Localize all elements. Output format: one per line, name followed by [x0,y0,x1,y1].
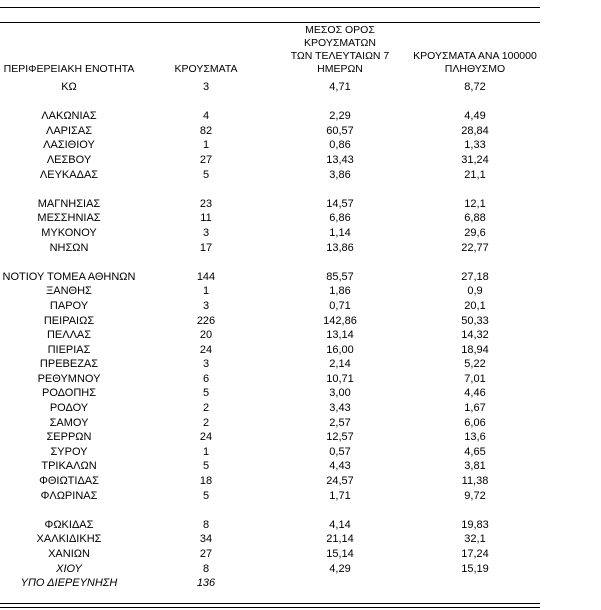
average-cell: 4,14 [329,518,351,531]
average-cell: 0,71 [329,299,351,312]
top-rule-1 [0,7,540,8]
average-cell: 15,14 [326,548,354,560]
average-cell: 142,86 [323,314,357,327]
region-cell: ΛΕΥΚΑΔΑΣ [39,168,99,181]
table-row [0,211,540,226]
average-cell: 0,86 [329,139,351,152]
per-100k-cell: 32,1 [464,533,486,546]
table-row [0,124,540,139]
average-cell: 1,71 [329,489,351,502]
per-100k-cell: 3,81 [464,460,486,473]
region-cell: ΜΥΚΟΝΟΥ [41,226,97,239]
cases-cell: 27 [199,153,213,166]
region-cell: ΛΑΚΩΝΙΑΣ [41,110,97,123]
cases-cell: 1 [202,139,210,152]
region-cell: ΜΑΓΝΗΣΙΑΣ [37,197,101,210]
cases-cell: 18 [199,475,213,488]
per-100k-cell: 1,33 [464,139,486,152]
table-row [0,241,540,256]
region-cell: ΠΙΕΡΙΑΣ [47,343,91,356]
table-row [0,226,540,241]
per-100k-cell: 31,24 [461,153,489,166]
region-cell: ΡΟΔΟΥ [49,402,89,415]
cases-cell: 2 [202,402,210,415]
region-cell: ΛΑΡΙΣΑΣ [45,124,92,137]
per-100k-cell: 4,49 [464,110,486,123]
per-100k-cell: 28,84 [461,124,489,137]
average-cell: 4,29 [329,562,351,575]
cases-cell: 8 [202,562,210,575]
region-cell: ΧΑΝΙΩΝ [48,548,90,560]
average-cell: 2,57 [329,416,351,429]
table-row [0,401,540,416]
table-row [0,343,540,358]
cases-cell: 136 [196,577,216,590]
cases-cell: 23 [199,197,213,210]
cases-cell: 2 [202,416,210,429]
table-row [0,168,540,183]
group-spacer [0,255,540,270]
table-row [0,489,540,504]
cases-cell: 5 [202,489,210,502]
header-cases-per-100k: ΚΡΟΥΣΜΑΤΑ ΑΝΑ 100000 ΠΛΗΘΥΣΜΟ [413,50,537,75]
table-row [0,270,540,285]
region-cell: ΛΕΣΒΟΥ [46,153,92,166]
per-100k-cell: 6,06 [464,416,486,429]
table-row [0,197,540,212]
table-row [0,562,540,577]
group-spacer [0,503,540,518]
region-cell: ΡΕΘΥΜΝΟΥ [37,372,101,385]
average-cell: 4,71 [329,81,351,93]
cases-cell: 3 [202,299,210,312]
cases-cell: 5 [202,168,210,181]
region-cell: ΥΠΟ ΔΙΕΡΕΥΝΗΣΗ [20,577,118,590]
region-cell: ΤΡΙΚΑΛΩΝ [41,460,97,473]
region-cell: ΞΑΝΘΗΣ [46,285,92,298]
per-100k-cell: 19,83 [461,518,489,531]
table-row [0,328,540,343]
per-100k-cell: 14,32 [461,329,489,342]
per-100k-cell: 18,94 [461,343,489,356]
cases-cell: 24 [199,431,213,444]
per-100k-cell: 15,19 [461,562,489,575]
region-cell: ΦΘΙΩΤΙΔΑΣ [39,475,99,488]
cases-cell: 1 [202,445,210,458]
region-cell: ΠΕΙΡΑΙΩΣ [43,314,95,327]
region-cell: ΧΙΟΥ [56,562,82,575]
per-100k-cell: 8,72 [464,81,486,93]
per-100k-cell: 21,1 [464,168,486,181]
cases-cell: 3 [202,226,210,239]
average-cell: 14,57 [326,197,354,210]
cases-cell: 3 [202,81,210,93]
table-row [0,416,540,431]
region-cell: ΦΩΚΙΔΑΣ [44,518,94,531]
per-100k-cell: 4,65 [464,445,486,458]
cases-cell: 11 [200,212,212,225]
table-row [0,547,540,562]
top-rule-2 [0,22,540,23]
region-cell: ΠΑΡΟΥ [49,299,89,312]
table-row [0,430,540,445]
cases-cell: 5 [202,460,210,473]
average-cell: 2,14 [329,358,351,371]
cases-cell: 82 [199,124,213,137]
per-100k-cell: 17,24 [461,548,489,560]
average-cell: 3,43 [329,402,351,415]
cases-cell: 6 [202,372,210,385]
average-cell: 85,57 [326,270,354,283]
per-100k-cell: 20,1 [464,299,486,312]
region-cell: ΝΟΤΙΟΥ ΤΟΜΕΑ ΑΘΗΝΩΝ [2,270,136,283]
cases-cell: 144 [196,270,216,283]
table-row [0,445,540,460]
average-cell: 21,14 [326,533,354,546]
region-cell: ΣΕΡΡΩΝ [46,431,92,444]
per-100k-cell: 4,46 [464,387,486,400]
average-cell: 3,86 [329,168,351,181]
cases-cell: 20 [199,329,213,342]
region-cell: ΦΛΩΡΙΝΑΣ [40,489,98,502]
table-row [0,372,540,387]
cases-cell: 34 [199,533,213,546]
average-cell: 0,57 [329,445,351,458]
table-row [0,357,540,372]
region-cell: ΝΗΣΩΝ [49,241,89,254]
average-cell: 4,43 [329,460,351,473]
cases-cell: 17 [199,241,213,254]
region-cell: ΧΑΛΚΙΔΙΚΗΣ [36,533,102,546]
average-cell: 13,43 [326,153,354,166]
cases-cell: 3 [202,358,210,371]
table-row [0,459,540,474]
table-row [0,386,540,401]
group-spacer [0,182,540,197]
average-cell: 13,86 [326,241,354,254]
average-cell: 3,00 [329,387,351,400]
cases-cell: 4 [202,110,210,123]
per-100k-cell: 0,9 [467,285,483,298]
per-100k-cell: 9,72 [464,489,486,502]
average-cell: 2,29 [329,110,351,123]
per-100k-cell: 27,18 [461,270,489,283]
table-row [0,80,540,95]
cases-cell: 27 [199,548,213,560]
cases-cell: 8 [202,518,210,531]
table-row [0,474,540,489]
region-cell: ΠΡΕΒΕΖΑΣ [39,358,99,371]
table-row [0,299,540,314]
average-cell: 6,86 [329,212,351,225]
average-cell: 24,57 [326,475,354,488]
table-row [0,532,540,547]
group-spacer [0,95,540,110]
cases-cell: 1 [202,285,210,298]
per-100k-cell: 29,6 [464,226,486,239]
table-row [0,109,540,124]
table-row [0,518,540,533]
table-row [0,314,540,329]
region-cell: ΡΟΔΟΠΗΣ [41,387,97,400]
table-row [0,576,540,591]
per-100k-cell: 5,22 [464,358,486,371]
average-cell: 16,00 [326,343,354,356]
per-100k-cell: 13,6 [464,431,486,444]
per-100k-cell: 22,77 [461,241,489,254]
header-7day-average: ΜΕΣΟΣ ΟΡΟΣ ΚΡΟΥΣΜΑΤΩΝ ΤΩΝ ΤΕΛΕΥΤΑΙΩΝ 7 ΗΜΕΡΩΝ [290,24,390,75]
per-100k-cell: 50,33 [461,314,489,327]
region-cell: ΠΕΛΛΑΣ [46,329,92,342]
per-100k-cell: 6,88 [464,212,486,225]
bottom-double-rule [0,603,540,608]
per-100k-cell: 7,01 [464,372,486,385]
cases-cell: 24 [199,343,213,356]
average-cell: 12,57 [326,431,354,444]
average-cell: 1,14 [329,226,351,239]
cases-cell: 226 [196,314,216,327]
table-row [0,284,540,299]
average-cell: 1,86 [329,285,351,298]
header-region: ΠΕΡΙΦΕΡΕΙΑΚΗ ΕΝΟΤΗΤΑ [3,63,135,75]
per-100k-cell: 12,1 [464,197,486,210]
per-100k-cell: 11,38 [461,475,489,488]
region-cell: ΜΕΣΣΗΝΙΑΣ [37,212,101,225]
cases-cell: 5 [202,387,210,400]
table-header [0,24,540,78]
average-cell: 10,71 [326,372,354,385]
table-body [0,80,540,591]
region-cell: ΣΑΜΟΥ [49,416,89,429]
table-row [0,153,540,168]
region-cell: ΚΩ [61,81,77,93]
region-cell: ΛΑΣΙΘΙΟΥ [43,139,95,152]
header-cases: ΚΡΟΥΣΜΑΤΑ [174,63,238,75]
per-100k-cell: 1,67 [464,402,486,415]
average-cell: 13,14 [326,329,354,342]
average-cell: 60,57 [326,124,354,137]
region-cell: ΣΥΡΟΥ [50,445,88,458]
table-row [0,138,540,153]
